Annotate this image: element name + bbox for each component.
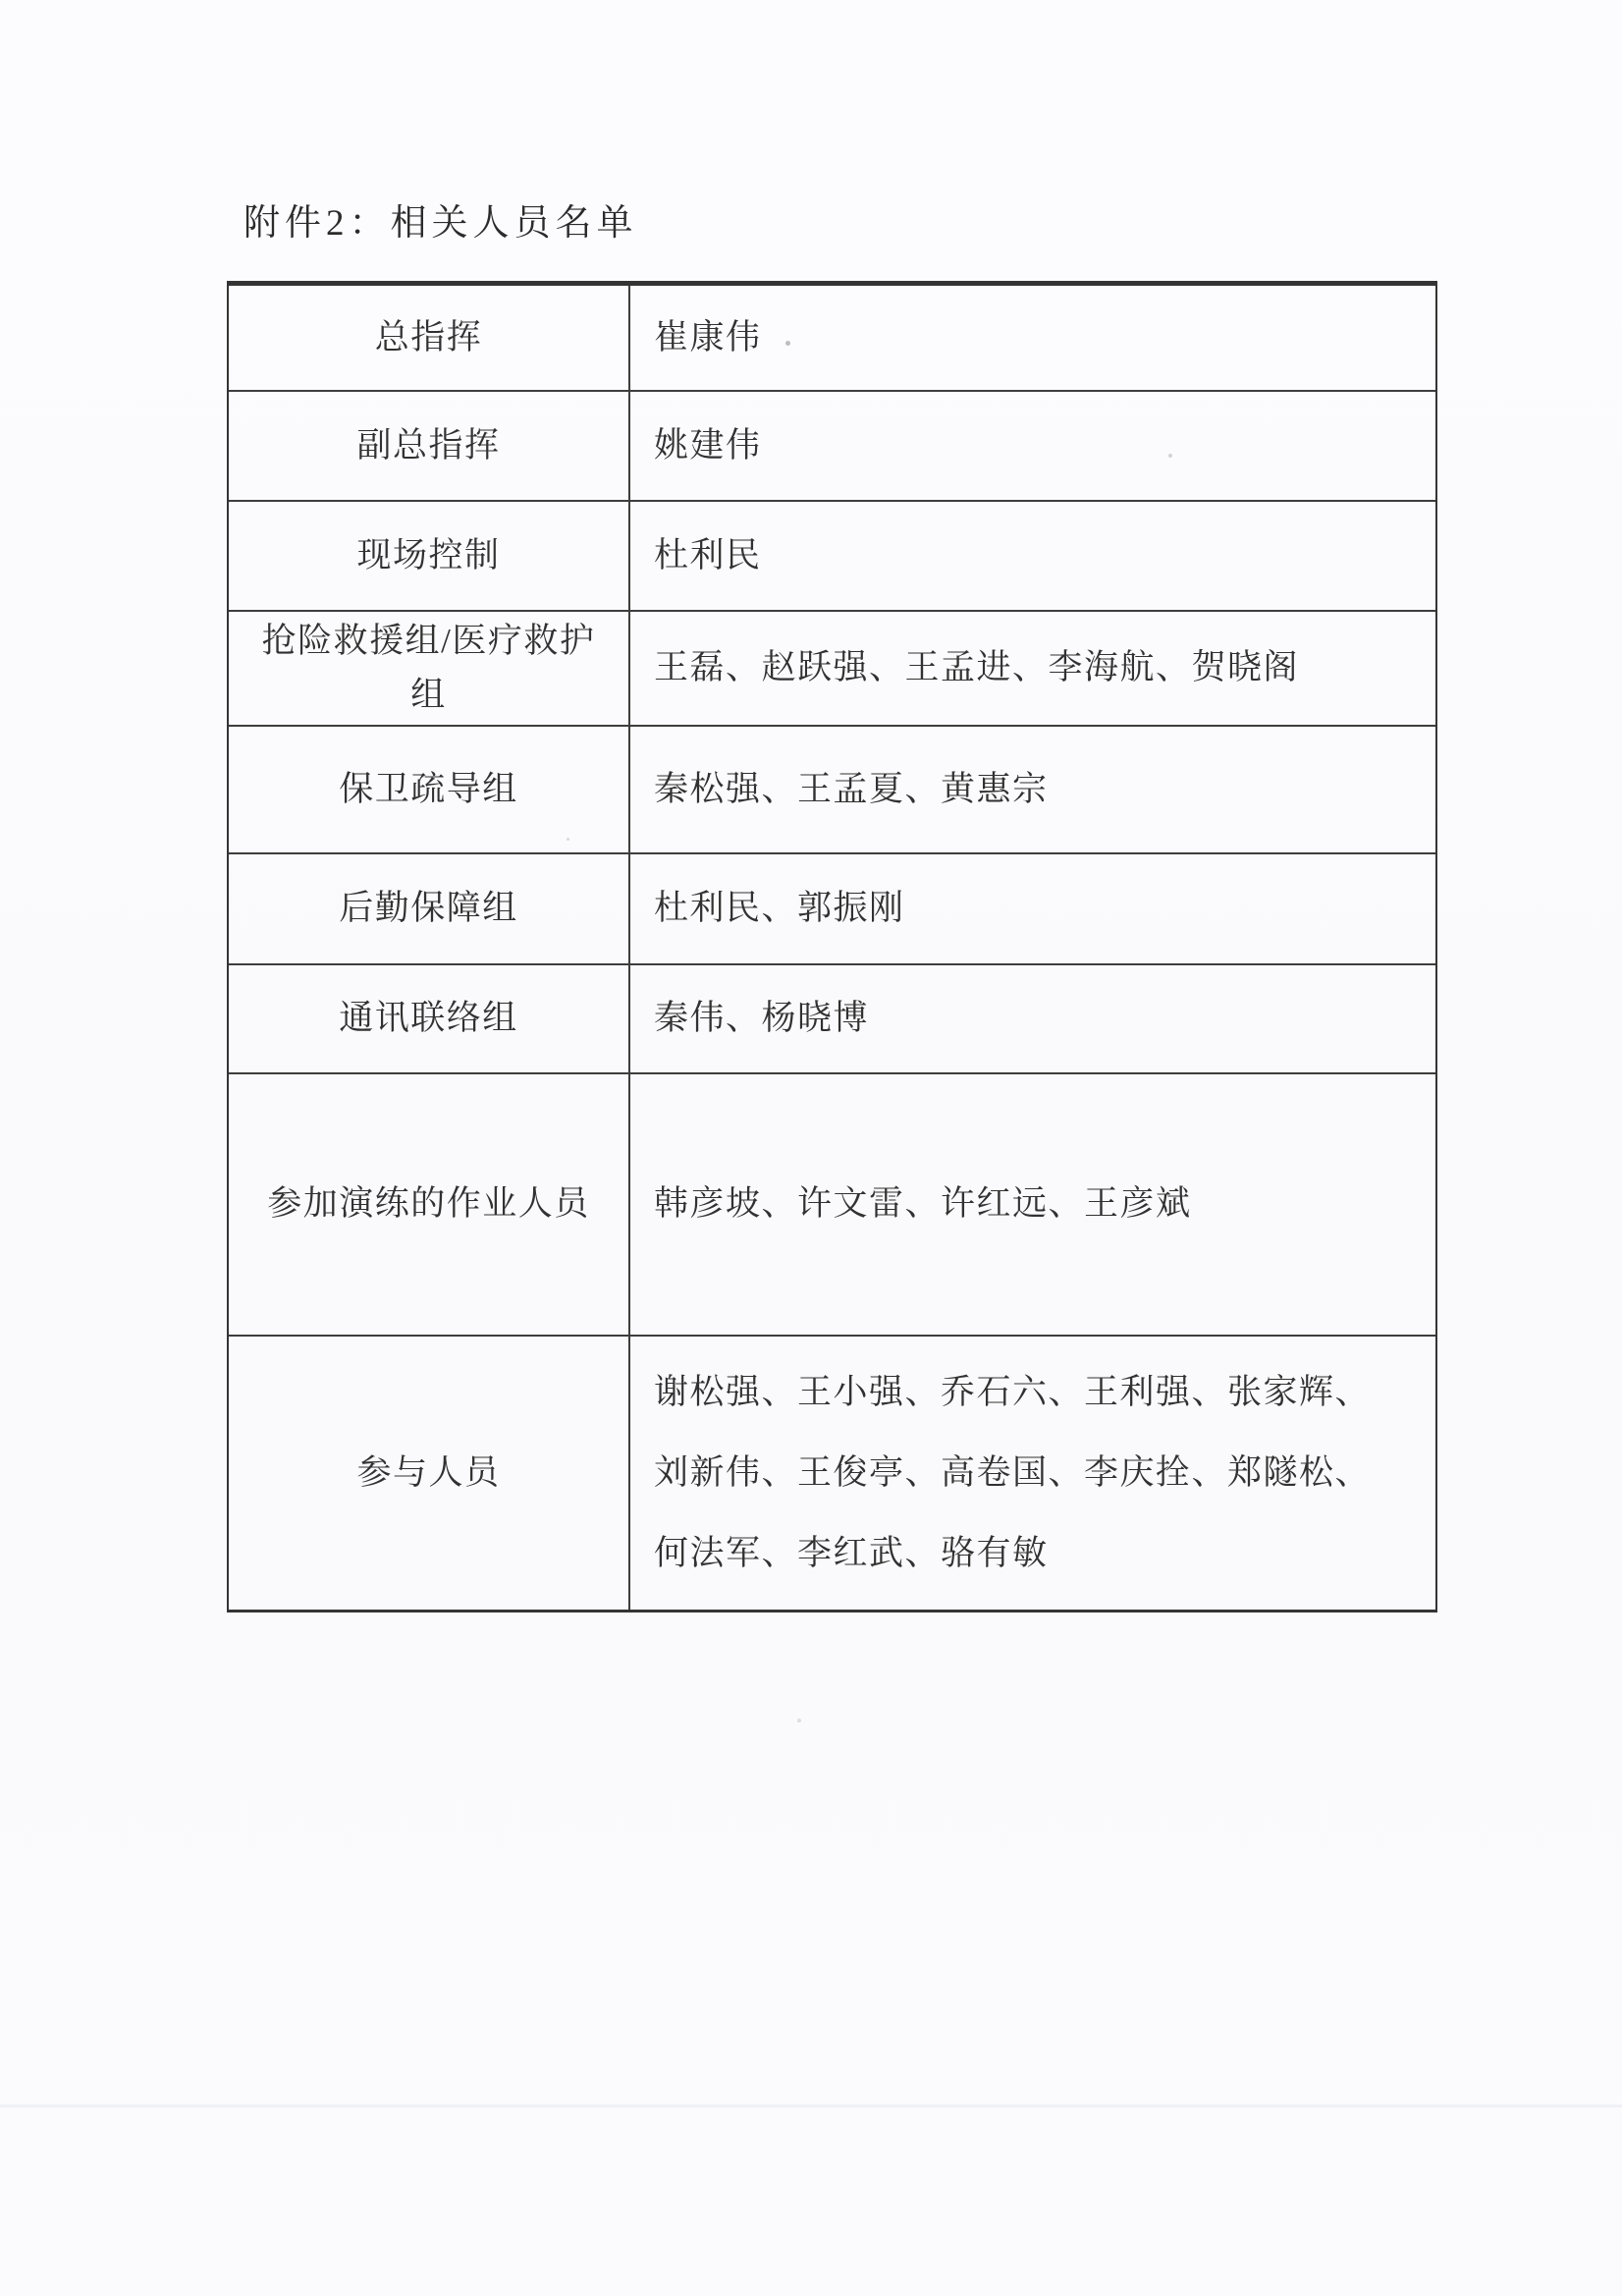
table-row — [229, 286, 1435, 392]
role-cell: 副总指挥 — [229, 392, 630, 500]
table-row — [229, 1337, 1435, 1610]
names-cell: 姚建伟 — [654, 425, 762, 465]
table-row — [229, 965, 1435, 1074]
names-cell: 杜利民、郭振刚 — [654, 889, 905, 928]
names-cell: 秦松强、王孟夏、黄惠宗 — [654, 769, 1049, 808]
table-row — [229, 854, 1435, 965]
scan-speck — [797, 1719, 801, 1722]
scan-streak — [0, 2105, 1622, 2107]
role-cell: 通讯联络组 — [229, 965, 630, 1072]
table-row — [229, 1074, 1435, 1337]
names-cell: 崔康伟 — [654, 317, 762, 356]
table-row — [229, 502, 1435, 612]
scan-speck — [567, 838, 569, 841]
role-cell: 参与人员 — [229, 1337, 630, 1610]
personnel-table — [227, 281, 1437, 1613]
names-cell: 谢松强、王小强、乔石六、王利强、张家辉、刘新伟、王俊亭、高卷国、李庆拴、郑隧松、何法军、李红武、骆有敏 — [654, 1372, 1372, 1573]
attachment-title: 附件2：相关人员名单 — [243, 203, 638, 244]
names-cell: 秦伟、杨晓博 — [654, 999, 870, 1038]
names-cell: 王磊、赵跃强、王孟进、李海航、贺晓阁 — [654, 648, 1300, 687]
table-row — [229, 392, 1435, 502]
scan-speck — [1168, 454, 1172, 458]
role-cell: 总指挥 — [229, 286, 630, 390]
table-row — [229, 612, 1435, 727]
scan-speck — [785, 341, 790, 346]
role-cell: 后勤保障组 — [229, 854, 630, 963]
names-cell: 杜利民 — [654, 535, 762, 574]
role-cell: 保卫疏导组 — [229, 727, 630, 852]
table-row — [229, 727, 1435, 854]
names-cell: 韩彦坡、许文雷、许红远、王彦斌 — [654, 1184, 1192, 1224]
role-cell: 参加演练的作业人员 — [229, 1074, 630, 1335]
role-cell: 现场控制 — [229, 502, 630, 610]
role-cell: 抢险救援组/医疗救护组 — [229, 612, 630, 725]
